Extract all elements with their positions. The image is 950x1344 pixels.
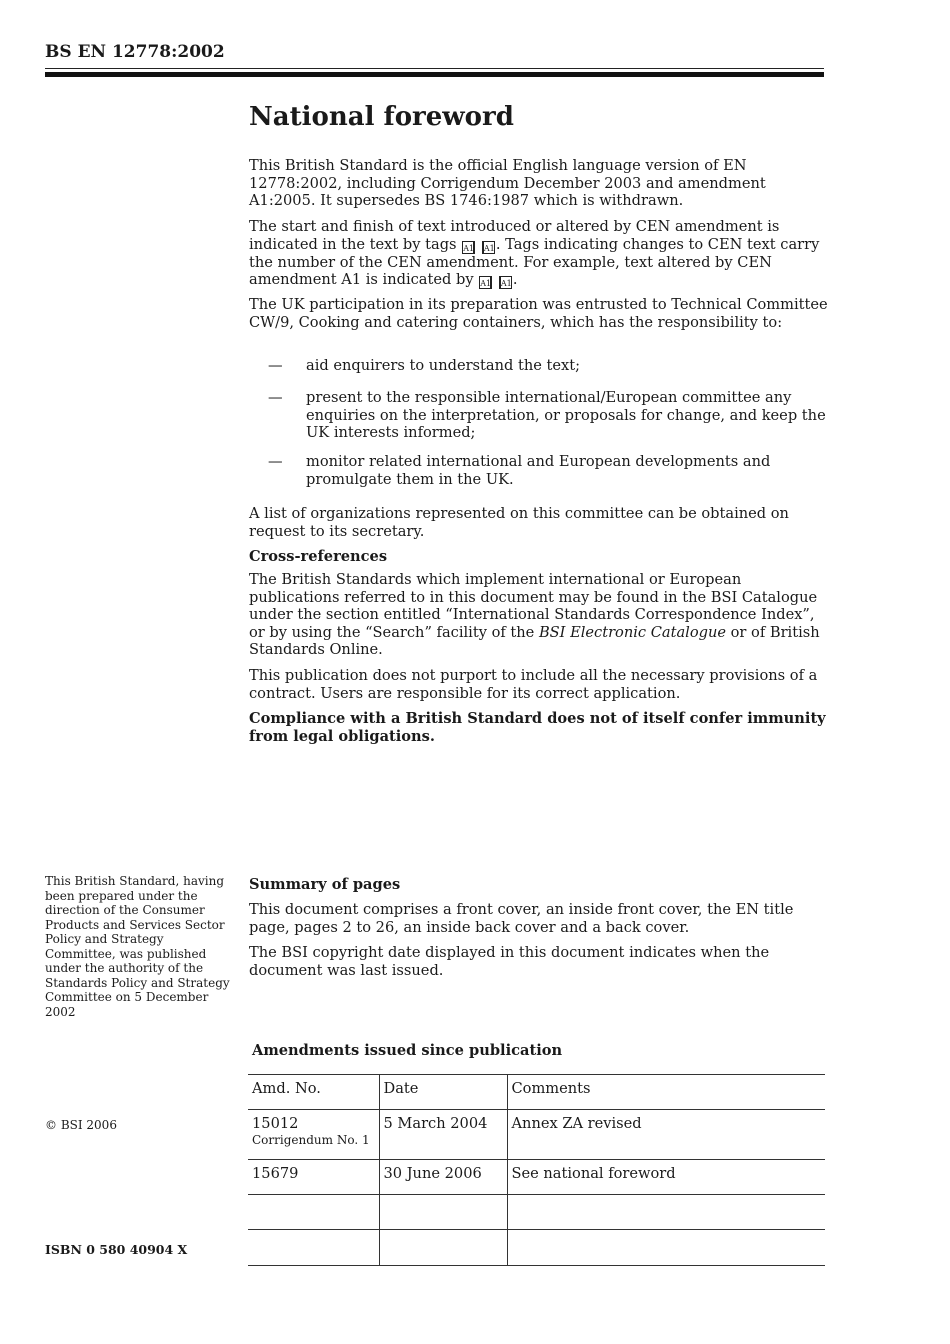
cross-references-text-a: The British Standards which implement international or European publications referred to in this document may be found in the BSI Catalogue under the section entitled “International Standards Correspondence Index”, or by using the “Search” facility of the — [249, 571, 818, 641]
amd-sub-label: Corrigendum No. 1 — [252, 1133, 370, 1147]
disclaimer: This publication does not purport to include all the necessary provisions of a contract. Users are responsible for its correct application. — [249, 667, 818, 702]
isbn: ISBN 0 580 40904 X — [45, 1242, 188, 1257]
amendment-end-tag-icon: A1 — [499, 276, 512, 289]
intro-p2-part-c: . — [512, 271, 518, 288]
table-row — [248, 1230, 825, 1266]
cross-references-heading: Cross-references — [249, 548, 388, 565]
amd-comment — [507, 1195, 825, 1230]
amd-no-cell — [248, 1160, 379, 1195]
amd-date — [379, 1195, 507, 1230]
table-header-row — [248, 1075, 825, 1110]
amendment-end-tag-icon: A1 — [482, 241, 495, 254]
standard-id: BS EN 12778:2002 — [45, 42, 225, 62]
amendment-start-tag-icon: A1 — [479, 276, 492, 289]
publication-note: This British Standard, having been prepared under the direction of the Consumer Products and Services Sector Policy and Strategy Committee, was published under the authority of the Standards Policy and Strategy Committee on 5 December 2002 — [45, 874, 230, 1019]
page-title: National foreword — [249, 102, 514, 132]
amd-no: 15012 — [252, 1115, 299, 1132]
amd-no: 15679 — [252, 1165, 299, 1182]
compliance-notice: Compliance with a British Standard does not of itself confer immunity from legal obligations. — [249, 710, 826, 745]
amd-no-cell — [248, 1230, 379, 1266]
amd-no-cell — [248, 1110, 379, 1160]
copyright: © BSI 2006 — [45, 1118, 117, 1132]
bsi-electronic-catalogue: BSI Electronic Catalogue — [538, 623, 726, 641]
header-rule-thin — [45, 68, 824, 69]
list-dash: — — [268, 389, 283, 406]
amd-no-cell — [248, 1195, 379, 1230]
amd-comment: See national foreword — [507, 1160, 825, 1195]
list-item-text: aid enquirers to understand the text; — [306, 357, 581, 374]
amd-date — [379, 1230, 507, 1266]
intro-paragraph-3: The UK participation in its preparation was entrusted to Technical Committee CW/9, Cooking and catering containers, which has the responsibility to: — [249, 296, 828, 331]
cross-references-text-b: or of British Standards Online. — [249, 623, 820, 658]
intro-paragraph-1: This British Standard is the official English language version of EN 12778:2002, including Corrigendum December 2003 and amendment A1:2005. It supersedes BS 1746:1987 which is withdrawn. — [249, 157, 766, 209]
amendments-table — [248, 1074, 825, 1266]
intro-paragraph-2 — [249, 218, 829, 289]
amd-comment: Annex ZA revised — [507, 1110, 825, 1160]
amendments-heading: Amendments issued since publication — [252, 1042, 563, 1059]
intro-p2-part-a: The start and finish of text introduced or altered by CEN amendment is indicated in the text by tags — [249, 218, 780, 253]
column-header-date: Date — [379, 1075, 507, 1110]
intro-p2-part-b: . Tags indicating changes to CEN text carry the number of the CEN amendment. For example, text altered by CEN amendment A1 is indicated by — [249, 235, 820, 288]
column-header-comments: Comments — [507, 1075, 825, 1110]
table-row — [248, 1195, 825, 1230]
summary-paragraph-2: The BSI copyright date displayed in this document indicates when the document was last issued. — [249, 944, 770, 979]
table-row — [248, 1160, 825, 1195]
list-dash: — — [268, 453, 283, 470]
amd-comment — [507, 1230, 825, 1266]
amd-date: 30 June 2006 — [379, 1160, 507, 1195]
column-header-amd-no: Amd. No. — [248, 1075, 379, 1110]
committee-list-note: A list of organizations represented on this committee can be obtained on request to its secretary. — [249, 505, 789, 540]
summary-heading: Summary of pages — [249, 876, 401, 893]
header-rule-thick — [45, 72, 824, 77]
list-item-text: present to the responsible international/European committee any enquiries on the interpretation, or proposals for change, and keep the UK interests informed; — [306, 389, 826, 441]
list-item-text: monitor related international and European developments and promulgate them in the UK. — [306, 453, 771, 488]
table-row — [248, 1110, 825, 1160]
amendment-start-tag-icon: A1 — [462, 241, 475, 254]
list-dash: — — [268, 357, 283, 374]
summary-paragraph-1: This document comprises a front cover, an inside front cover, the EN title page, pages 2 to 26, an inside back cover and a back cover. — [249, 901, 794, 936]
cross-references-text — [249, 571, 829, 659]
amd-date: 5 March 2004 — [379, 1110, 507, 1160]
